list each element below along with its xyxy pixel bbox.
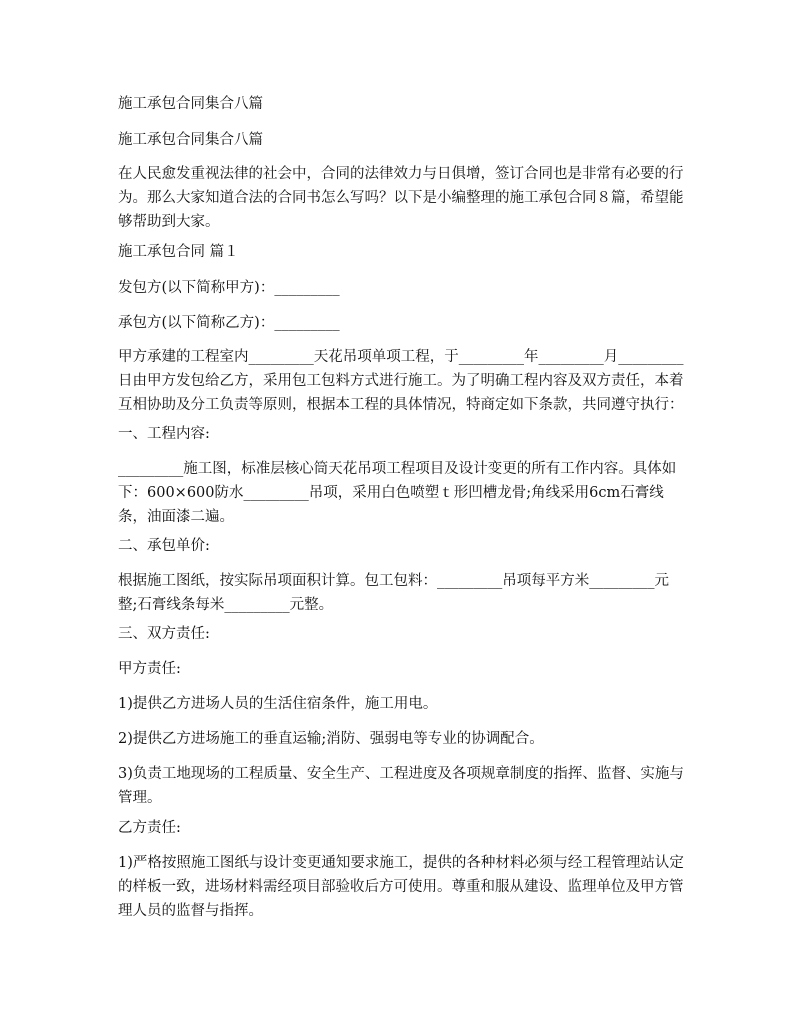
- scope-paragraph: _________施工图，标准层核心筒天花吊项工程项目及设计变更的所有工作内容。具体如下：600×600防水_________吊项，采用白色喷塑ｔ形凹槽龙骨;角线采用6cm石膏线条，油面漆二遍。: [118, 461, 677, 525]
- preamble-paragraph: 甲方承建的工程室内_________天花吊项单项工程，于_________年_________月_________日由甲方发包给乙方，采用包工包料方式进行施工。为了明确工程内容及双方责任，本着互相协助及分工负责等原则，根据本工程的具体情况，特商定如下条款，共同遵守执行：: [118, 349, 684, 413]
- party-b-line: 承包方(以下简称乙方)：_________: [118, 315, 340, 331]
- section-heading: 施工承包合同 篇１: [118, 244, 239, 260]
- clause-heading-scope: 一、工程内容:: [118, 426, 210, 442]
- party-b-duties-heading: 乙方责任:: [118, 820, 181, 836]
- party-a-duty-1: 1)提供乙方进场人员的生活住宿条件，施工用电。: [118, 696, 438, 712]
- document-subtitle: 施工承包合同集合八篇: [118, 132, 263, 148]
- clause-heading-price: 二、承包单价:: [118, 538, 210, 554]
- party-a-duty-3: 3)负责工地现场的工程质量、安全生产、工程进度及各项规章制度的指挥、监督、实施与管理。: [118, 766, 684, 806]
- party-a-duties-heading: 甲方责任:: [118, 661, 181, 677]
- document-title: 施工承包合同集合八篇: [118, 96, 263, 112]
- party-b-duty-1: 1)严格按照施工图纸与设计变更通知要求施工，提供的各种材料必须与经工程管理站认定的样板一致，进场材料需经项目部验收后方可使用。尊重和服从建设、监理单位及甲方管理人员的监督与指挥。: [118, 855, 684, 919]
- price-paragraph: 根据施工图纸，按实际吊项面积计算。包工包料：_________吊项每平方米_________元整;石膏线条每米_________元整。: [118, 573, 669, 613]
- party-a-duty-2: 2)提供乙方进场施工的垂直运输;消防、强弱电等专业的协调配合。: [118, 731, 544, 747]
- party-a-line: 发包方(以下简称甲方)：_________: [118, 280, 340, 296]
- clause-heading-duties: 三、双方责任:: [118, 626, 210, 642]
- intro-paragraph: 在人民愈发重视法律的社会中，合同的法律效力与日俱增，签订合同也是非常有必要的行为。那么大家知道合法的合同书怎么写吗？以下是小编整理的施工承包合同８篇，希望能够帮助到大家。: [118, 166, 684, 230]
